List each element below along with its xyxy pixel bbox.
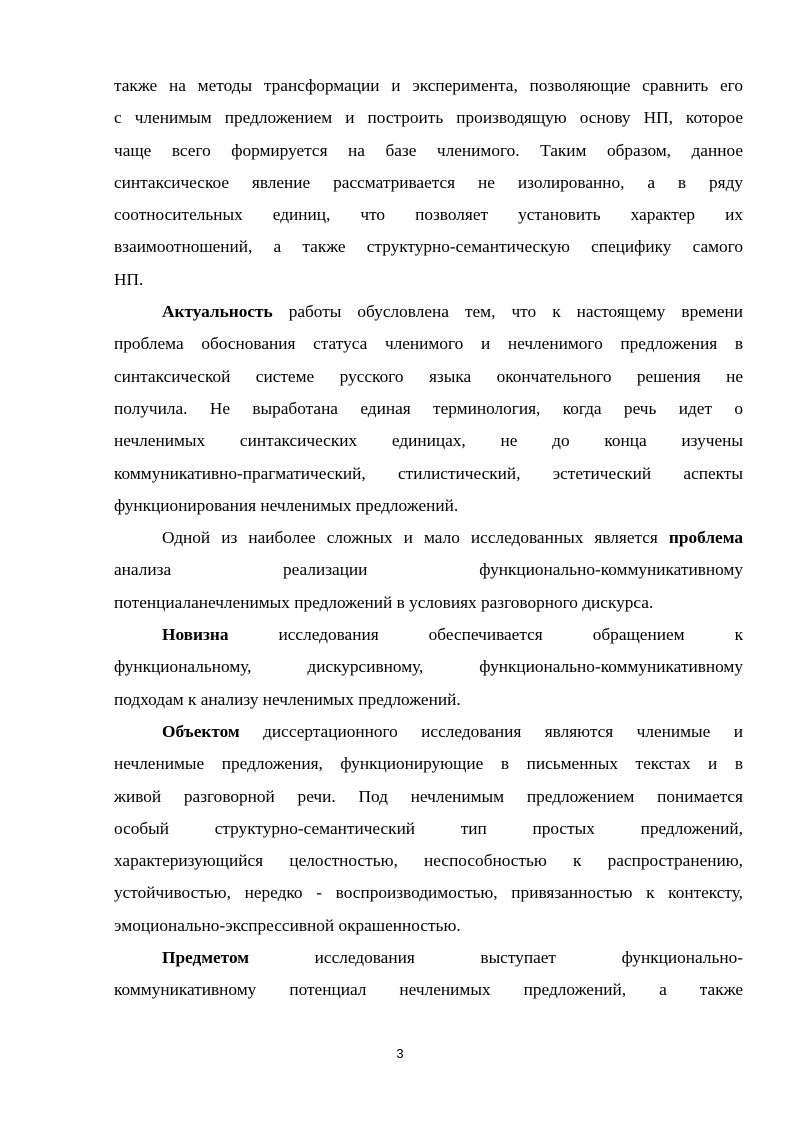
text-fragment: работы обусловлена тем, что к настоящему времени [272, 302, 743, 322]
text-line: подходам к анализу нечленимых предложений. [114, 689, 461, 709]
problem-heading: проблема [668, 528, 743, 548]
text-line: коммуникативному потенциал нечленимых предложений, а также [114, 980, 743, 1000]
text-line [114, 619, 743, 651]
text-line [114, 716, 743, 748]
paragraph-novelty [114, 619, 743, 716]
text-line: взаимоотношений, а также структурно-семантическую специфику самого [114, 237, 743, 257]
subject-heading: Предметом [162, 948, 250, 968]
paragraph-object [114, 716, 743, 942]
text-line [114, 296, 743, 328]
text-fragment: исследования выступает функционально- [249, 948, 743, 968]
paragraph-problem [114, 522, 743, 619]
text-line: соотносительных единиц, что позволяет установить характер их [114, 205, 743, 225]
body-text [114, 70, 743, 1007]
text-fragment: исследования обеспечивается обращением к [228, 625, 743, 645]
text-line: коммуникативно-прагматический, стилистический, эстетический аспекты [114, 463, 743, 483]
text-line: эмоционально-экспрессивной окрашенностью. [114, 915, 461, 935]
text-line: проблема обоснования статуса членимого и нечленимого предложения в [114, 334, 743, 354]
text-line: синтаксической системе русского языка окончательного решения не [114, 366, 743, 386]
relevance-heading: Актуальность [162, 302, 273, 322]
text-line: потенциаланечленимых предложений в условиях разговорного дискурса. [114, 592, 654, 612]
text-line: НП. [114, 269, 144, 289]
paragraph-relevance [114, 296, 743, 522]
text-line: анализа реализации функционально-коммуникативному [114, 560, 743, 580]
text-line: синтаксическое явление рассматривается не изолированно, а в ряду [114, 172, 743, 192]
text-line: также на методы трансформации и эксперимента, позволяющие сравнить его [114, 76, 743, 95]
text-fragment: Одной из наиболее сложных и мало исследованных является [162, 528, 669, 548]
paragraph-subject [114, 942, 743, 1007]
text-line: получила. Не выработана единая терминология, когда речь идет о [114, 398, 743, 418]
text-line [114, 522, 743, 554]
text-line: с членимым предложением и построить производящую основу НП, которое [114, 108, 743, 128]
novelty-heading: Новизна [162, 625, 229, 645]
text-line [114, 942, 743, 974]
text-line: устойчивостью, нередко - воспроизводимостью, привязанностью к контексту, [114, 883, 743, 903]
text-line: функционирования нечленимых предложений. [114, 495, 459, 515]
text-fragment: диссертационного исследования являются членимые и [239, 721, 743, 741]
text-line: живой разговорной речи. Под нечленимым предложением понимается [114, 786, 743, 806]
object-heading: Объектом [162, 721, 240, 741]
text-line: чаще всего формируется на базе членимого. Таким образом, данное [114, 140, 743, 160]
paragraph-1 [114, 70, 743, 296]
page-number: 3 [396, 1046, 404, 1061]
text-line: особый структурно-семантический тип простых предложений, [114, 818, 743, 838]
text-line: нечленимые предложения, функционирующие в письменных текстах и в [114, 754, 743, 774]
text-line: нечленимых синтаксических единицах, не до конца изучены [114, 431, 743, 451]
text-line: функциональному, дискурсивному, функционально-коммуникативному [114, 657, 743, 677]
text-line: характеризующийся целостностью, неспособностью к распространению, [114, 851, 743, 871]
